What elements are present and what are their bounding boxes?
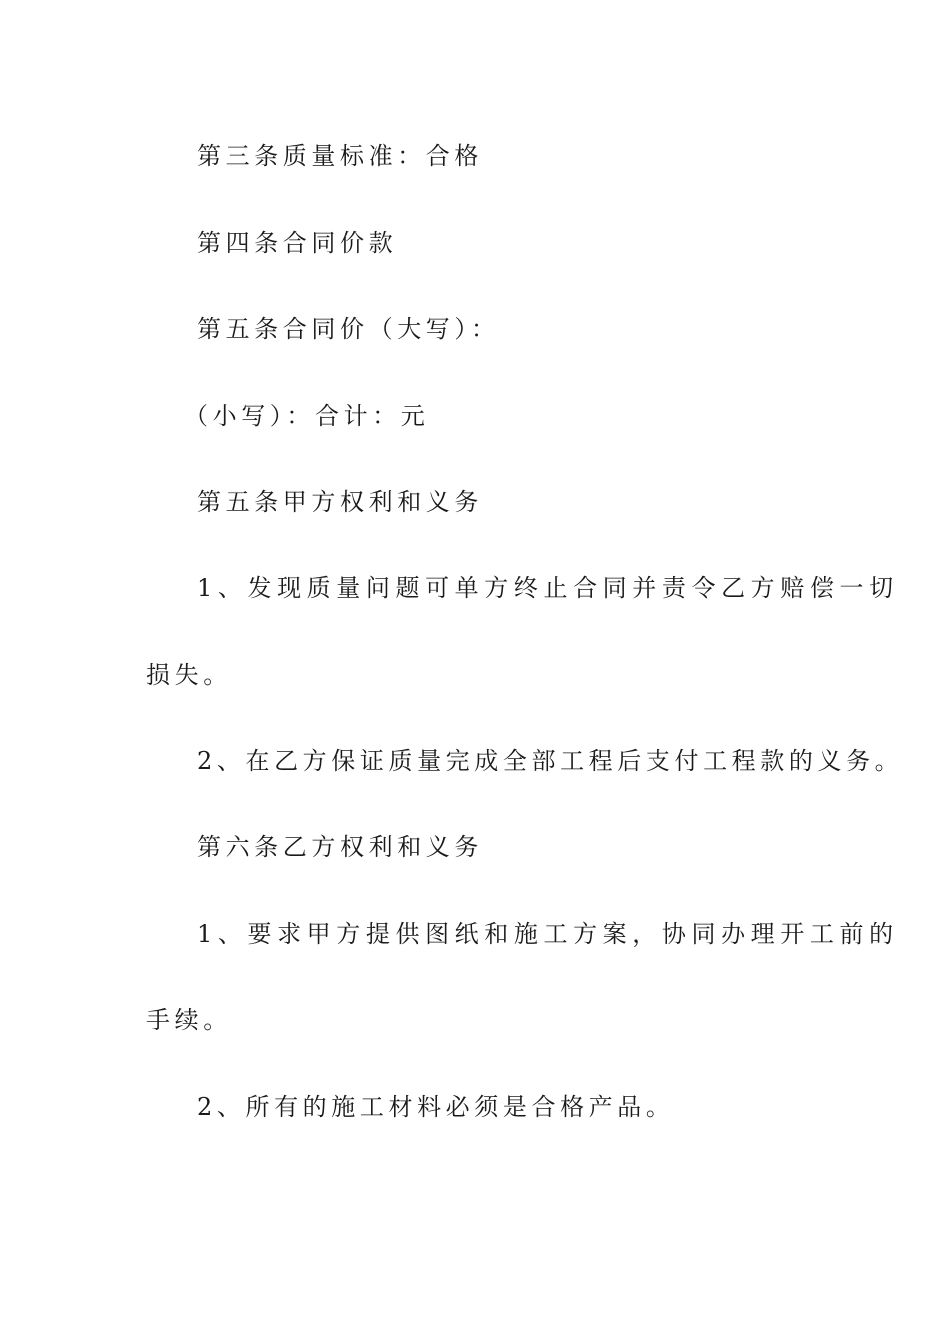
clause-5-price-in-words: 第五条合同价（大写）：: [197, 315, 500, 343]
price-in-figures: （小写）：合计：元: [184, 402, 430, 430]
clause-4-contract-price-heading: 第四条合同价款: [197, 229, 398, 257]
party-a-item-1-continued: 损失。: [146, 661, 232, 689]
clause-5-party-a-rights-heading: 第五条甲方权利和义务: [197, 488, 483, 516]
party-a-item-2: 2、在乙方保证质量完成全部工程后支付工程款的义务。: [197, 747, 904, 775]
clause-6-party-b-rights-heading: 第六条乙方权利和义务: [197, 833, 483, 861]
party-a-item-1: 1、发现质量问题可单方终止合同并责令乙方赔偿一切: [197, 574, 899, 602]
party-b-item-1-continued: 手续。: [146, 1006, 232, 1034]
party-b-item-1: 1、要求甲方提供图纸和施工方案，协同办理开工前的: [197, 920, 899, 948]
party-b-item-2: 2、所有的施工材料必须是合格产品。: [197, 1093, 675, 1121]
clause-3-quality-standard: 第三条质量标准：合格: [197, 142, 483, 170]
